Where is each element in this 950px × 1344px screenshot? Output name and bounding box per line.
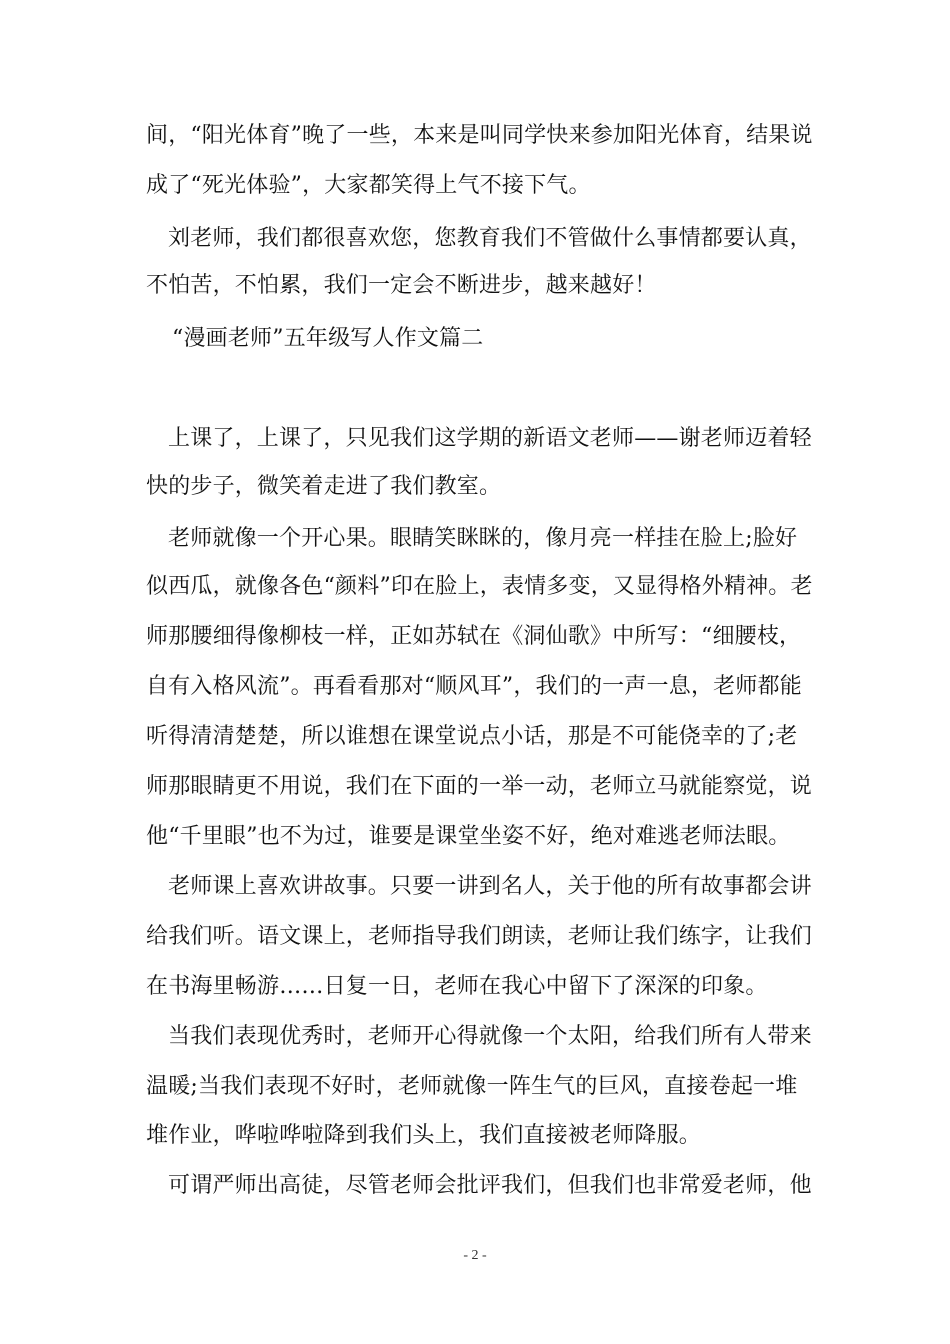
text-line: 给我们听。语文课上，老师指导我们朗读，老师让我们练字，让我们 bbox=[146, 924, 813, 949]
text-line: 不怕苦，不怕累，我们一定会不断进步，越来越好！ bbox=[146, 273, 657, 298]
paragraph-start: 老师课上喜欢讲故事。只要一讲到名人，关于他的所有故事都会讲 bbox=[168, 874, 812, 899]
paragraph-start: 刘老师，我们都很喜欢您，您教育我们不管做什么事情都要认真， bbox=[168, 226, 812, 251]
text-line: 成了“死光体验”，大家都笑得上气不接下气。 bbox=[146, 173, 591, 198]
text-line: 温暖;当我们表现不好时，老师就像一阵生气的巨风，直接卷起一堆 bbox=[146, 1074, 798, 1099]
section-heading: “漫画老师”五年级写人作文篇二 bbox=[172, 326, 484, 351]
text-line: 自有入格风流”。再看看那对“顺风耳”，我们的一声一息，老师都能 bbox=[146, 674, 802, 699]
paragraph-start: 可谓严师出高徒，尽管老师会批评我们，但我们也非常爱老师，他 bbox=[168, 1173, 812, 1198]
text-line: 在书海里畅游……日复一日，老师在我心中留下了深深的印象。 bbox=[146, 974, 768, 999]
paragraph-start: 老师就像一个开心果。眼睛笑眯眯的，像月亮一样挂在脸上;脸好 bbox=[168, 526, 798, 551]
text-line: 师那眼睛更不用说，我们在下面的一举一动，老师立马就能察觉，说 bbox=[146, 774, 813, 799]
text-line: 间，“阳光体育”晚了一些，本来是叫同学快来参加阳光体育，结果说 bbox=[146, 123, 813, 148]
text-line: 堆作业，哗啦哗啦降到我们头上，我们直接被老师降服。 bbox=[146, 1123, 702, 1148]
paragraph-start: 上课了，上课了，只见我们这学期的新语文老师——谢老师迈着轻 bbox=[168, 426, 812, 451]
paragraph-start: 当我们表现优秀时，老师开心得就像一个太阳，给我们所有人带来 bbox=[168, 1024, 812, 1049]
text-line: 听得清清楚楚，所以谁想在课堂说点小话，那是不可能侥幸的了;老 bbox=[146, 724, 798, 749]
text-line: 似西瓜，就像各色“颜料”印在脸上，表情多变，又显得格外精神。老 bbox=[146, 574, 813, 599]
text-line: 快的步子，微笑着走进了我们教室。 bbox=[146, 474, 502, 499]
text-line: 他“千里眼”也不为过，谁要是课堂坐姿不好，绝对难逃老师法眼。 bbox=[146, 824, 791, 849]
page-number: - 2 - bbox=[463, 1248, 487, 1263]
text-line: 师那腰细得像柳枝一样，正如苏轼在《洞仙歌》中所写：“细腰枝， bbox=[146, 624, 802, 649]
